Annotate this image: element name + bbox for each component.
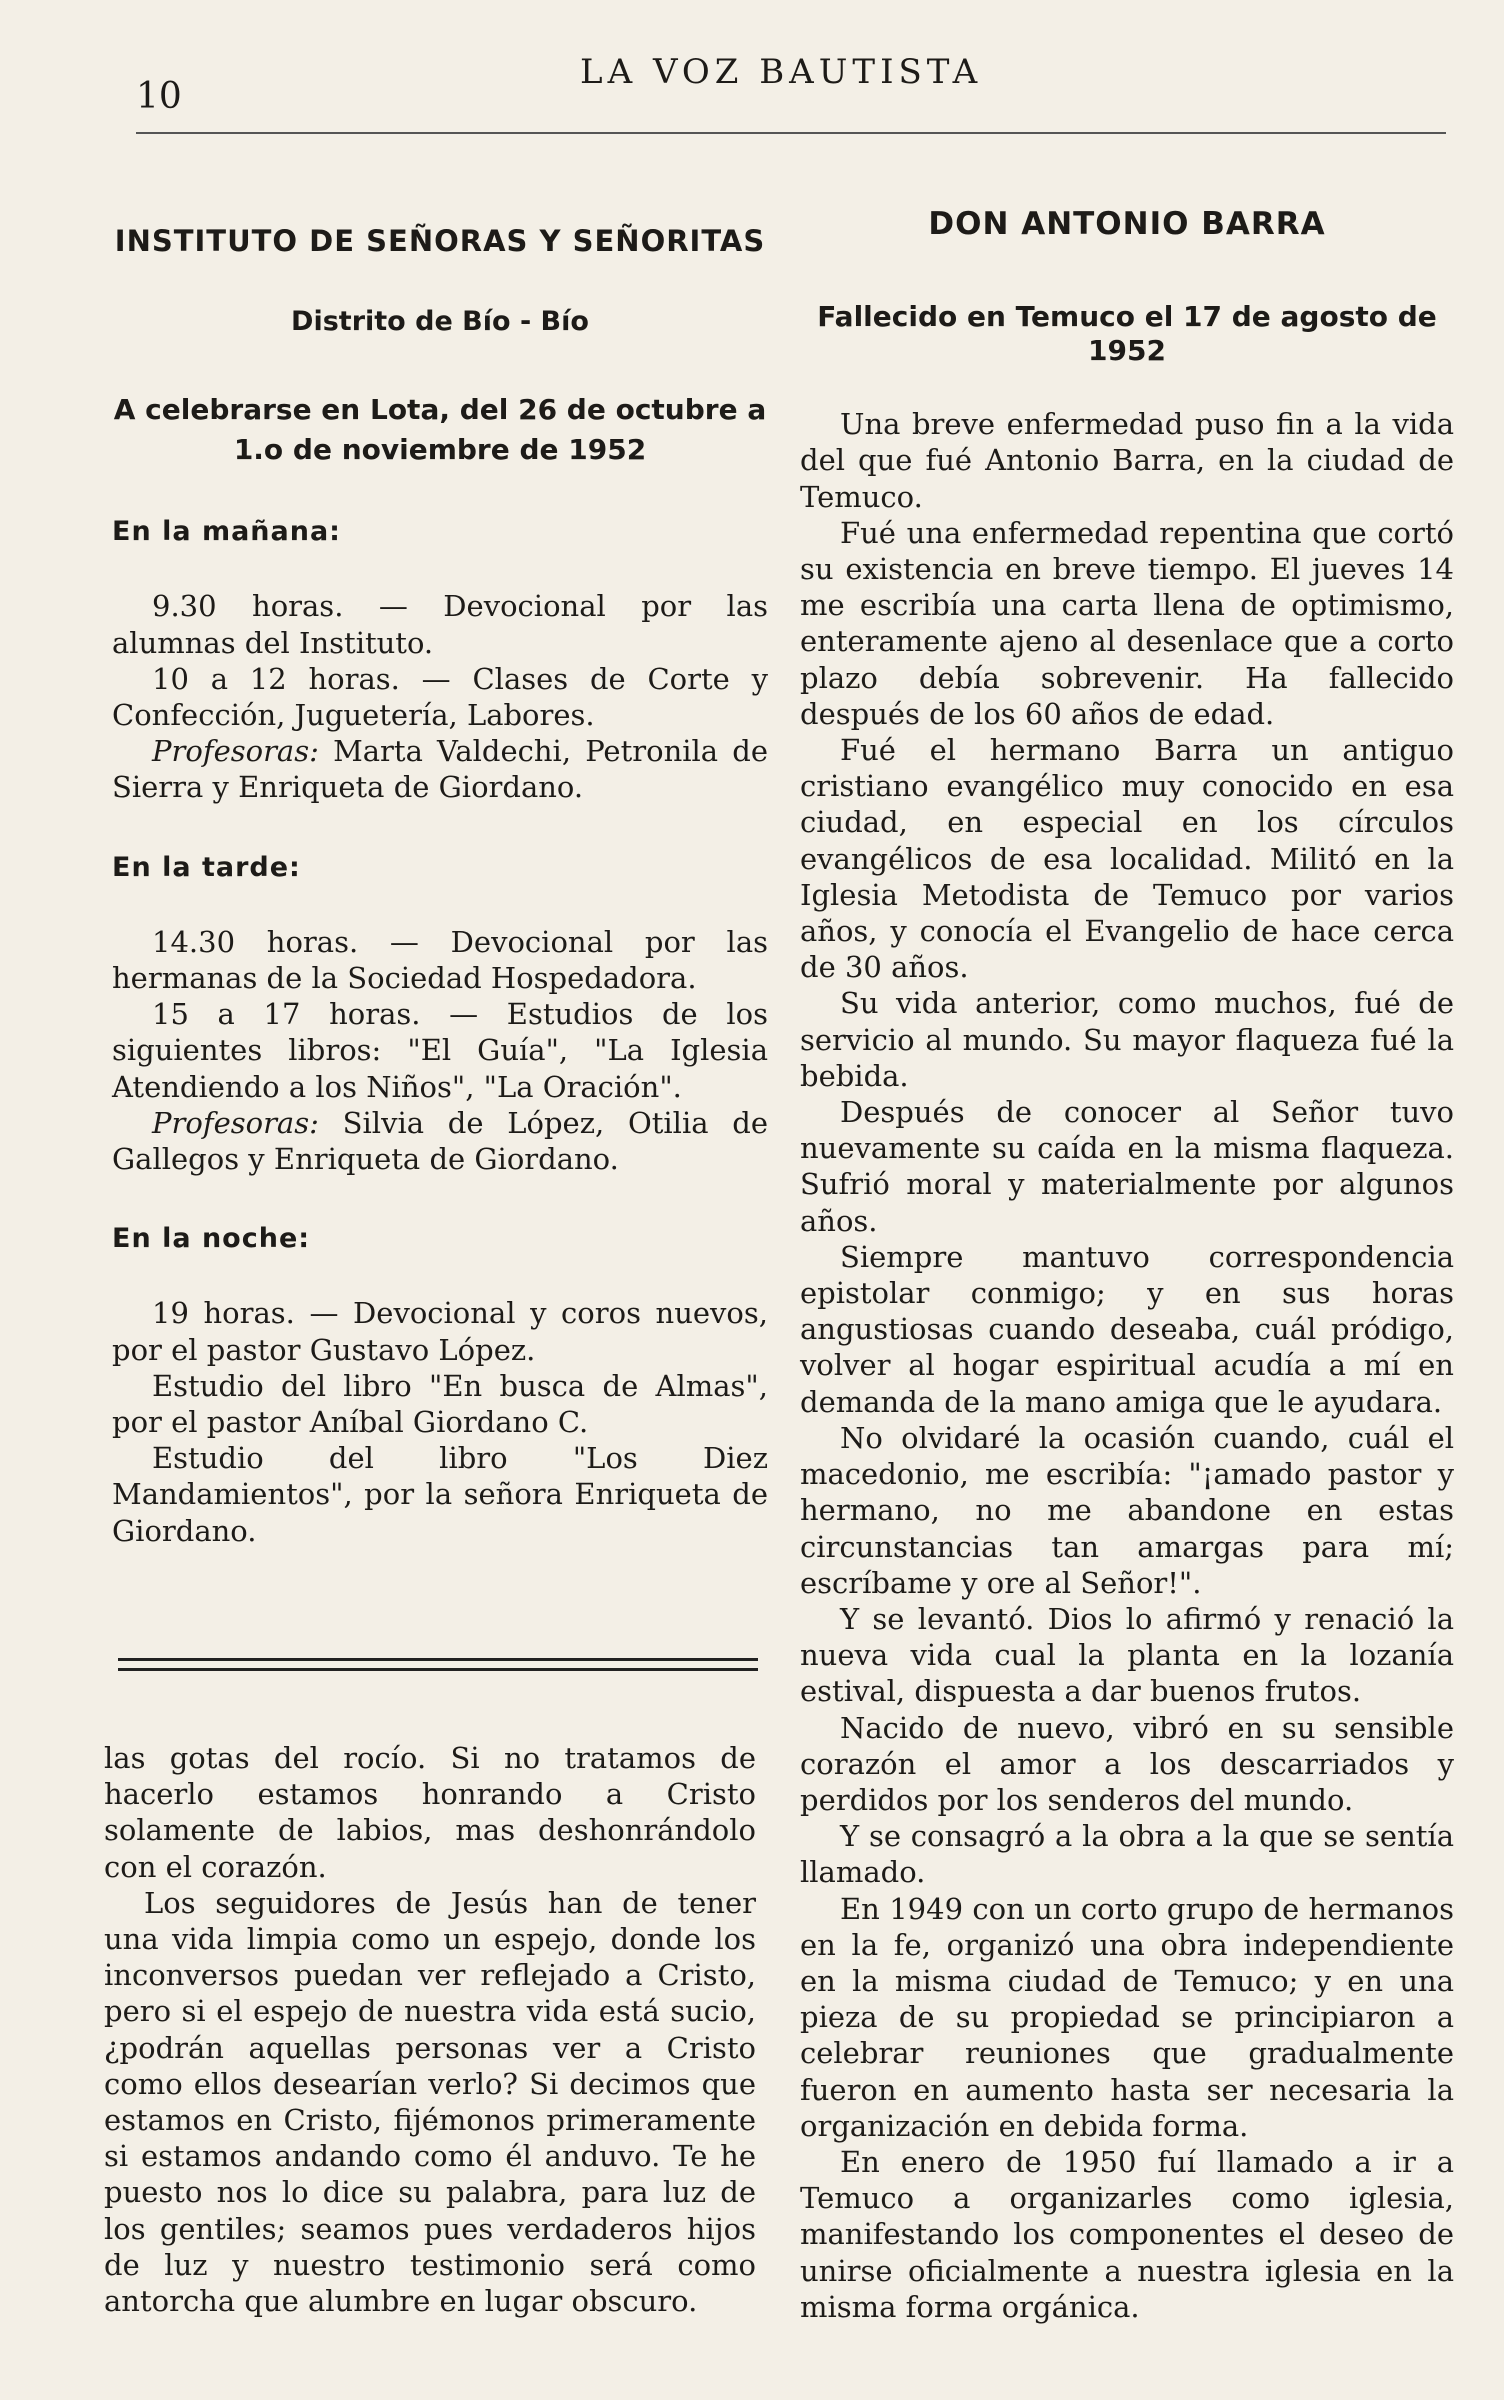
continued-paragraph-2: Los seguidores de Jesús han de tener una vida limpia como un espejo, donde los inconversos puedan ver reflejado a Cristo, pero si el espejo de nuestra vida está sucio, ¿podrán aquellas personas ver a Cristo como ellos desearían verlo? Si decimos que estamos en Cristo, fijémonos primeramente si estamos andando como él anduvo. Te he puesto nos lo dice su palabra, para luz de los gentiles; seamos pues verdaderos hijos de luz y nuestro testimonio será como antorcha que alumbre en lugar obscuro.	[104, 1885, 756, 2319]
afternoon-teachers-label: Profesoras:	[152, 1105, 319, 1140]
afternoon-teachers	[112, 1105, 768, 1177]
header-rule	[136, 132, 1446, 134]
obituary-paragraph: Y se consagró a la obra a la que se sentía llamado.	[800, 1819, 1454, 1890]
obituary-title: DON ANTONIO BARRA	[928, 206, 1326, 242]
afternoon-heading: En la tarde:	[112, 851, 301, 883]
morning-teachers	[112, 733, 768, 805]
obituary-paragraph: Después de conocer al Señor tuvo nuevamente su caída en la misma flaqueza. Sufrió moral y materialmente por algunos años.	[800, 1095, 1454, 1238]
institute-article	[112, 206, 768, 1549]
morning-teachers-names: Marta Valdechi, Petronila de Sierra y Enriqueta de Giordano.	[112, 734, 768, 805]
obituary-paragraph: En 1949 con un corto grupo de hermanos en la fe, organizó una obra independiente en la misma ciudad de Temuco; y en una pieza de su propiedad se principiaron a celebrar reuniones que gradualmente fueron en aumento hasta ser necesaria la organización en debida forma.	[800, 1891, 1454, 2143]
obituary-paragraph: En enero de 1950 fuí llamado a ir a Temuco a organizarles como iglesia, manifestando los componentes el deseo de unirse oficialmente a nuestra iglesia en la misma forma orgánica.	[800, 2144, 1454, 2324]
obituary-paragraph: Una breve enfermedad puso fin a la vida del que fué Antonio Barra, en la ciudad de Temuco.	[800, 407, 1454, 514]
obituary-paragraph: Su vida anterior, como muchos, fué de servicio al mundo. Su mayor flaqueza fué la bebida.	[800, 986, 1454, 1093]
morning-teachers-label: Profesoras:	[152, 734, 319, 769]
morning-item-2: 10 a 12 horas. — Clases de Corte y Confección, Juguetería, Labores.	[112, 661, 768, 733]
morning-item-1: 9.30 horas. — Devocional por las alumnas del Instituto.	[112, 589, 768, 660]
night-heading: En la noche:	[112, 1223, 311, 1255]
obituary-paragraph: Fué el hermano Barra un antiguo cristiano evangélico muy conocido en esa ciudad, en especial en los círculos evangélicos de esa localidad. Militó en la Iglesia Metodista de Temuco por varios años, y conocía el Evangelio de hace cerca de 30 años.	[800, 733, 1454, 985]
night-item-1: 19 horas. — Devocional y coros nuevos, por el pastor Gustavo López.	[112, 1296, 768, 1367]
afternoon-teachers-names: Silvia de López, Otilia de Gallegos y Enriqueta de Giordano.	[112, 1105, 768, 1177]
page-number: 10	[136, 76, 182, 117]
night-item-2: Estudio del libro "En busca de Almas", por el pastor Aníbal Giordano C.	[112, 1368, 768, 1440]
night-item-3: Estudio del libro "Los Diez Mandamientos", por la señora Enriqueta de Giordano.	[112, 1441, 768, 1548]
afternoon-item-1: 14.30 horas. — Devocional por las hermanas de la Sociedad Hospedadora.	[112, 924, 768, 996]
obituary-paragraph: Siempre mantuvo correspondencia epistolar conmigo; y en sus horas angustiosas cuando deseaba, cuál pródigo, volver al hogar espiritual acudía a mí en demanda de la mano amiga que le ayudara.	[800, 1239, 1454, 1419]
obituary-paragraph: No olvidaré la ocasión cuando, cuál el macedonio, me escribía: "¡amado pastor y hermano, no me abandone en estas circunstancias tan amargas para mí; escríbame y ore al Señor!".	[800, 1420, 1454, 1600]
obituary-article	[800, 206, 1454, 2325]
obituary-subtitle: Fallecido en Temuco el 17 de agosto de 1952	[817, 300, 1437, 368]
obituary-paragraph: Fué una enfermedad repentina que cortó su existencia en breve tiempo. El jueves 14 me escribía una carta llena de optimismo, enteramente ajeno al desenlace que a corto plazo debía sobrevenir. Ha fallecido después de los 60 años de edad.	[800, 515, 1454, 731]
dates-line: A celebrarse en Lota, del 26 de octubre a 1.o de noviembre de 1952	[113, 393, 767, 467]
continued-paragraph-1: las gotas del rocío. Si no tratamos de hacerlo estamos honrando a Cristo solamente de labios, mas deshonrándolo con el corazón.	[104, 1741, 756, 1884]
afternoon-item-2: 15 a 17 horas. — Estudios de los siguientes libros: "El Guía", "La Iglesia Atendiendo a los Niños", "La Oración".	[112, 997, 768, 1104]
running-title: LA VOZ BAUTISTA	[580, 52, 983, 92]
obituary-paragraph: Nacido de nuevo, vibró en su sensible corazón el amor a los descarriados y perdidos por los senderos del mundo.	[800, 1710, 1454, 1817]
continued-article	[104, 1740, 756, 2319]
institute-title: INSTITUTO DE SEÑORAS Y SEÑORITAS	[114, 224, 766, 258]
morning-heading: En la mañana:	[112, 516, 341, 548]
district-line: Distrito de Bío - Bío	[291, 306, 589, 337]
obituary-paragraph: Y se levantó. Dios lo afirmó y renació la nueva vida cual la planta en la lozanía estival, dispuesta a dar buenos frutos.	[800, 1601, 1454, 1709]
section-divider	[118, 1658, 758, 1671]
